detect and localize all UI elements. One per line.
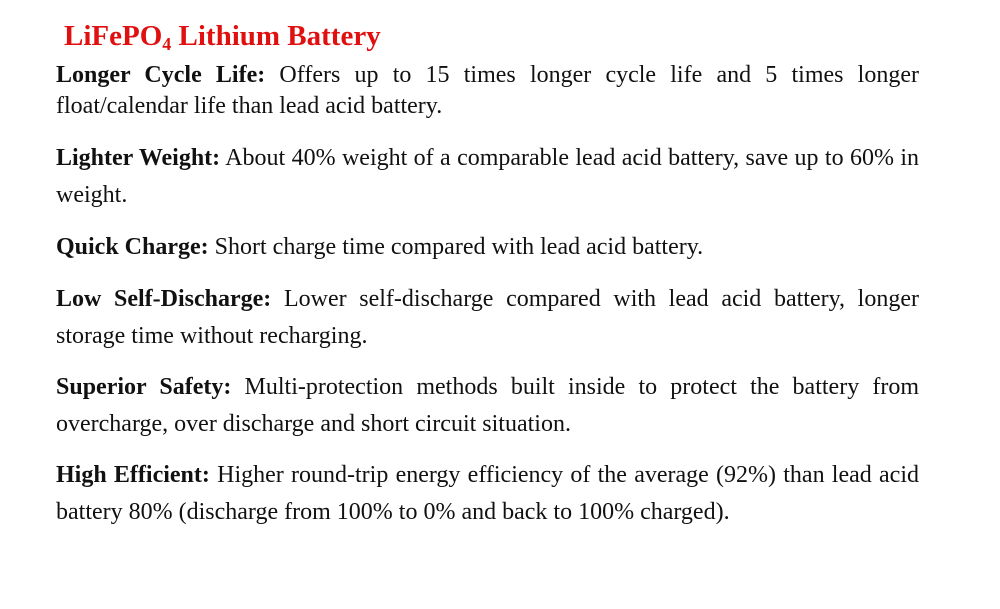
feature-label: Lighter Weight:	[56, 145, 221, 171]
feature-text: Higher round-trip energy efficiency of the average (92%) than lead acid battery 80% (discharge from 100% to 0% and back to 100% charged).	[56, 462, 919, 525]
feature-text: About 40% weight of a comparable lead acid battery, save up to 60% in weight.	[56, 145, 920, 208]
feature-efficiency	[56, 457, 919, 531]
feature-text: Short charge time compared with lead acid battery.	[208, 234, 704, 260]
title-suffix: Lithium Battery	[171, 20, 381, 52]
feature-label: High Efficient:	[56, 462, 210, 488]
feature-label: Longer Cycle Life:	[56, 62, 266, 88]
page-title	[64, 18, 381, 54]
feature-text: Lower self-discharge compared with lead acid battery, longer storage time without recharging.	[56, 286, 919, 349]
feature-safety	[56, 369, 919, 443]
feature-weight	[56, 140, 919, 214]
feature-text: Offers up to 15 times longer cycle life and 5 times longer float/calendar life than lead acid battery.	[56, 62, 919, 119]
feature-label: Quick Charge:	[56, 234, 209, 260]
title-subscript: 4	[162, 34, 172, 54]
title-prefix: LiFePO	[64, 20, 163, 52]
feature-label: Low Self-Discharge:	[56, 286, 272, 312]
feature-text: Multi-protection methods built inside to protect the battery from overcharge, over discharge and short circuit situation.	[56, 374, 919, 437]
feature-charge	[56, 229, 919, 266]
feature-cycle-life	[56, 60, 919, 122]
feature-self-discharge	[56, 281, 919, 355]
feature-label: Superior Safety:	[56, 374, 232, 400]
